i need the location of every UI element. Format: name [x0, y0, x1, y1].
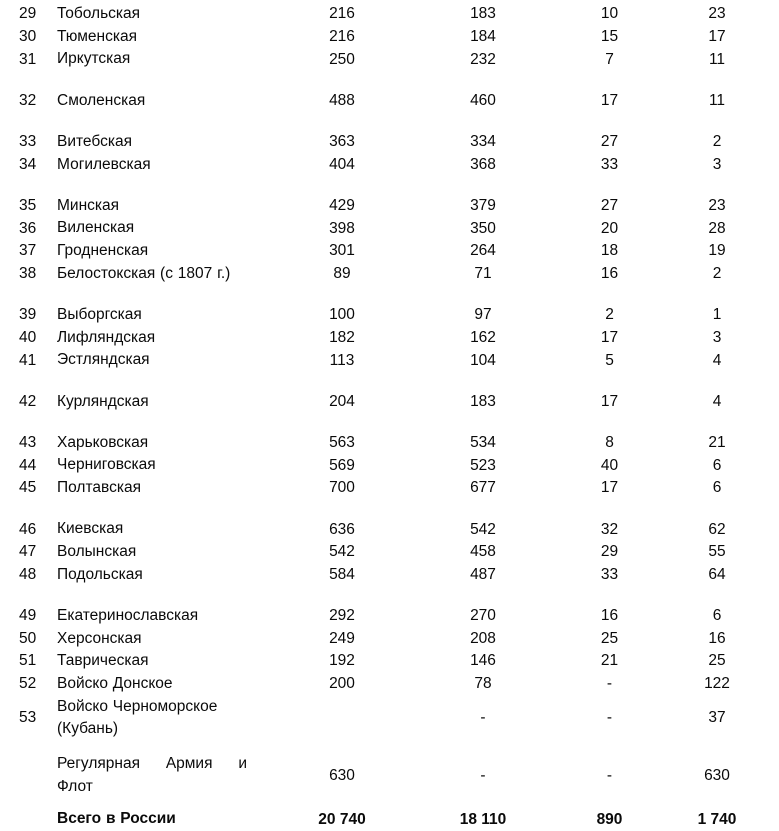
value-cell: 33 — [600, 155, 619, 173]
value-cell: 350 — [470, 219, 496, 237]
value-cell: - — [606, 709, 613, 727]
value-cell: 460 — [470, 91, 496, 109]
row-number-cell: 29 — [19, 5, 37, 23]
value-cell: 630 — [704, 766, 730, 784]
row-number-cell: 45 — [19, 479, 37, 497]
value-cell: 28 — [708, 219, 726, 237]
group-spacer — [0, 413, 779, 432]
row-number-cell — [0, 753, 57, 798]
value-cell: 33 — [600, 565, 619, 583]
value-cell: 17 — [708, 28, 726, 46]
value-cell: 487 — [470, 565, 496, 583]
value-cell: 404 — [329, 155, 355, 173]
table-row — [0, 518, 779, 541]
value-cell: 15 — [600, 28, 619, 46]
row-number-cell: 38 — [19, 265, 37, 283]
value-cell: 334 — [470, 133, 496, 151]
value-cell: 1 740 — [697, 810, 737, 828]
table-row — [0, 349, 779, 372]
value-cell: 2 — [712, 133, 722, 151]
value-cell: 11 — [708, 91, 726, 109]
group-spacer — [0, 285, 779, 304]
row-number-cell: 39 — [19, 306, 37, 324]
value-cell: - — [480, 709, 486, 727]
table-row — [0, 48, 779, 71]
value-cell: 192 — [329, 652, 355, 670]
table-row — [0, 696, 779, 741]
value-cell: 534 — [470, 433, 496, 451]
table-row — [0, 627, 779, 650]
province-name-cell: Харьковская — [57, 433, 149, 451]
province-name-cell: Екатеринославская — [57, 606, 199, 624]
value-cell: 4 — [712, 351, 722, 369]
table-row — [0, 195, 779, 218]
group-spacer — [0, 798, 779, 808]
table-row — [0, 454, 779, 477]
row-number-cell: 52 — [19, 675, 37, 693]
row-number-cell: 53 — [19, 709, 37, 727]
value-cell: 270 — [470, 607, 496, 625]
value-cell: 20 — [600, 219, 619, 237]
value-cell: 27 — [600, 196, 619, 214]
province-name-line: (Кубань) — [57, 720, 119, 738]
value-cell: 37 — [708, 709, 726, 727]
value-cell: 232 — [470, 50, 496, 68]
value-cell: 10 — [600, 5, 619, 23]
value-cell: 563 — [329, 433, 355, 451]
table-row — [0, 808, 779, 831]
province-name-cell: Черниговская — [57, 456, 156, 474]
row-number-cell: 40 — [19, 328, 37, 346]
row-number-cell: 33 — [19, 133, 37, 151]
value-cell: 104 — [470, 351, 496, 369]
table-row — [0, 90, 779, 113]
province-name-cell: Витебская — [57, 132, 132, 150]
value-cell: 21 — [600, 652, 619, 670]
province-name-cell: Подольская — [57, 565, 143, 583]
value-cell: 20 740 — [318, 810, 366, 828]
value-cell: 25 — [600, 629, 619, 647]
table-row — [0, 605, 779, 628]
value-cell: 162 — [470, 328, 496, 346]
province-name-line: Флот — [57, 777, 93, 795]
value-cell: 29 — [600, 543, 619, 561]
value-cell: 1 — [712, 306, 722, 324]
value-cell: 17 — [600, 91, 619, 109]
value-cell: 182 — [329, 328, 355, 346]
value-cell: 23 — [708, 196, 726, 214]
value-cell: 6 — [712, 456, 722, 474]
value-cell: 4 — [712, 392, 722, 410]
province-name-cell: Полтавская — [57, 479, 141, 497]
row-number-cell: 43 — [19, 433, 37, 451]
value-cell: 8 — [605, 433, 614, 451]
value-cell — [282, 696, 402, 741]
value-cell: - — [606, 766, 613, 784]
row-number-cell: 31 — [19, 50, 37, 68]
provinces-table-body — [0, 3, 779, 831]
row-number-cell: 41 — [19, 351, 37, 369]
province-name-cell: Тобольская — [57, 5, 141, 23]
table-row — [0, 564, 779, 587]
table-row — [0, 217, 779, 240]
province-name-cell: Курляндская — [57, 392, 149, 410]
province-name-cell: Таврическая — [57, 652, 149, 670]
row-number-cell: 49 — [19, 607, 37, 625]
value-cell: 183 — [470, 5, 496, 23]
province-name-cell: Выборгская — [57, 305, 142, 323]
table-row — [0, 131, 779, 154]
value-cell: 184 — [470, 28, 496, 46]
row-number-cell: 36 — [19, 219, 37, 237]
value-cell: 11 — [708, 50, 726, 68]
table-row — [0, 153, 779, 176]
value-cell: 71 — [474, 265, 492, 283]
value-cell: 78 — [474, 675, 492, 693]
group-spacer — [0, 741, 779, 753]
group-spacer — [0, 500, 779, 519]
value-cell: 16 — [600, 607, 619, 625]
province-name-cell: Лифляндская — [57, 328, 156, 346]
value-cell: 216 — [329, 28, 355, 46]
row-number-cell: 35 — [19, 196, 37, 214]
province-name-cell: Киевская — [57, 520, 124, 538]
province-name-cell: Войско Донское — [57, 674, 173, 692]
value-cell: 216 — [329, 5, 355, 23]
value-cell: 113 — [329, 351, 355, 369]
value-cell: 249 — [329, 629, 355, 647]
value-cell: 97 — [474, 306, 492, 324]
value-cell: 18 110 — [459, 810, 507, 828]
value-cell: 363 — [329, 133, 355, 151]
value-cell: 16 — [708, 629, 726, 647]
value-cell: 32 — [600, 520, 619, 538]
province-name-cell: Иркутская — [57, 50, 131, 68]
value-cell: 636 — [329, 520, 355, 538]
value-cell: 200 — [329, 675, 355, 693]
value-cell: 17 — [600, 328, 619, 346]
value-cell: 25 — [708, 652, 726, 670]
value-cell: 17 — [600, 479, 619, 497]
value-cell: 2 — [605, 306, 614, 324]
province-name-cell: Минская — [57, 196, 120, 214]
table-row — [0, 263, 779, 286]
value-cell: 630 — [329, 766, 355, 784]
value-cell: 3 — [712, 155, 722, 173]
row-number-cell: 46 — [19, 520, 37, 538]
value-cell: 64 — [708, 565, 726, 583]
table-row — [0, 650, 779, 673]
value-cell: - — [480, 766, 486, 784]
province-name-cell: Волынская — [57, 542, 137, 560]
value-cell: 2 — [712, 265, 722, 283]
table-row — [0, 673, 779, 696]
value-cell: 204 — [329, 392, 355, 410]
row-number-cell — [0, 808, 57, 831]
province-name-cell: Виленская — [57, 219, 135, 237]
group-spacer — [0, 176, 779, 195]
value-cell: 23 — [708, 5, 726, 23]
row-number-cell: 44 — [19, 456, 37, 474]
value-cell: 398 — [329, 219, 355, 237]
row-number-cell: 48 — [19, 565, 37, 583]
value-cell: 3 — [712, 328, 722, 346]
province-name-cell: Херсонская — [57, 629, 142, 647]
value-cell: 21 — [708, 433, 726, 451]
value-cell: 368 — [470, 155, 496, 173]
value-cell: 27 — [600, 133, 619, 151]
province-name-cell: Всего в России — [57, 810, 176, 828]
value-cell: 55 — [708, 543, 726, 561]
value-cell: 677 — [470, 479, 496, 497]
value-cell: 700 — [329, 479, 355, 497]
row-number-cell: 51 — [19, 652, 37, 670]
value-cell: 264 — [470, 242, 496, 260]
province-name-cell — [57, 696, 282, 741]
group-spacer — [0, 586, 779, 605]
province-name-line: Войско Черноморское — [57, 697, 218, 715]
province-name-cell: Смоленская — [57, 91, 146, 109]
table-row — [0, 26, 779, 49]
group-spacer — [0, 112, 779, 131]
group-spacer — [0, 372, 779, 391]
value-cell: 584 — [329, 565, 355, 583]
group-spacer — [0, 71, 779, 90]
table-row — [0, 327, 779, 350]
row-number-cell: 42 — [19, 392, 37, 410]
table-row — [0, 304, 779, 327]
table-row — [0, 3, 779, 26]
value-cell: 429 — [329, 196, 355, 214]
value-cell: 6 — [712, 607, 722, 625]
value-cell: 146 — [470, 652, 496, 670]
row-number-cell: 47 — [19, 543, 37, 561]
value-cell: 458 — [470, 543, 496, 561]
row-number-cell: 32 — [19, 91, 37, 109]
province-name-cell: Могилевская — [57, 155, 151, 173]
value-cell: 62 — [708, 520, 726, 538]
provinces-table — [0, 3, 779, 831]
value-cell: 292 — [329, 607, 355, 625]
value-cell: 890 — [596, 810, 623, 828]
value-cell: 19 — [708, 242, 726, 260]
province-name-cell: Эстляндская — [57, 351, 150, 369]
value-cell: 301 — [329, 242, 355, 260]
value-cell: 542 — [329, 543, 355, 561]
value-cell: 122 — [704, 675, 730, 693]
value-cell: 18 — [600, 242, 619, 260]
value-cell: 40 — [600, 456, 619, 474]
value-cell: 250 — [329, 50, 355, 68]
value-cell: - — [606, 675, 613, 693]
value-cell: 488 — [329, 91, 355, 109]
table-row — [0, 240, 779, 263]
province-name-cell: Тюменская — [57, 27, 137, 45]
row-number-cell: 30 — [19, 28, 37, 46]
value-cell: 542 — [470, 520, 496, 538]
row-number-cell: 34 — [19, 155, 37, 173]
value-cell: 89 — [333, 265, 351, 283]
province-name-line: Регулярная Армия и — [57, 755, 247, 773]
value-cell: 379 — [470, 196, 496, 214]
row-number-cell: 50 — [19, 629, 37, 647]
table-row — [0, 477, 779, 500]
province-name-cell — [57, 753, 282, 798]
province-name-cell: Гродненская — [57, 242, 149, 260]
value-cell: 17 — [600, 392, 619, 410]
value-cell: 523 — [470, 456, 496, 474]
table-row — [0, 390, 779, 413]
value-cell: 16 — [600, 265, 619, 283]
value-cell: 6 — [712, 479, 722, 497]
value-cell: 7 — [605, 50, 614, 68]
table-row — [0, 541, 779, 564]
table-row — [0, 753, 779, 798]
province-name-cell: Белостокская (с 1807 г.) — [57, 264, 231, 282]
table-row — [0, 432, 779, 455]
value-cell: 208 — [470, 629, 496, 647]
value-cell: 100 — [329, 306, 355, 324]
value-cell: 569 — [329, 456, 355, 474]
row-number-cell: 37 — [19, 242, 37, 260]
value-cell: 5 — [605, 351, 614, 369]
value-cell: 183 — [470, 392, 496, 410]
